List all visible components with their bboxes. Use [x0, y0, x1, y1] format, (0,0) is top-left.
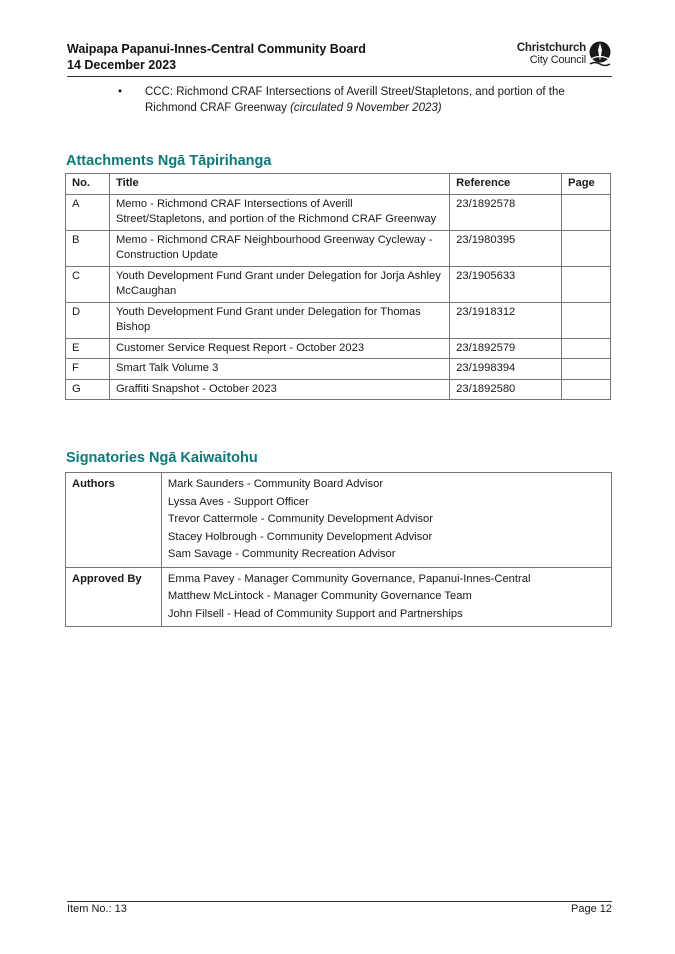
cell-page — [562, 359, 611, 380]
bullet-italic-note: (circulated 9 November 2023) — [290, 102, 442, 114]
approved-row — [66, 567, 612, 627]
table-row — [66, 379, 611, 400]
table-row — [66, 266, 611, 302]
cell-reference: 23/1892579 — [450, 338, 562, 359]
cell-page — [562, 230, 611, 266]
signatory-name: Stacey Holbrough - Community Development Advisor — [167, 530, 433, 543]
attachments-table — [65, 173, 611, 400]
bullet-dot-icon: • — [118, 86, 123, 98]
footer-page-number: Page 12 — [571, 903, 612, 915]
cell-title: Graffiti Snapshot - October 2023 — [109, 379, 449, 400]
authors-label: Authors — [66, 473, 162, 568]
cell-title: Youth Development Fund Grant under Delegation for Thomas Bishop — [109, 302, 449, 338]
board-title: Waipapa Papanui-Innes-Central Community Board — [67, 42, 366, 56]
col-header-page: Page — [562, 174, 611, 195]
footer-divider — [67, 901, 612, 902]
cathedral-icon — [588, 41, 612, 67]
cell-page — [562, 302, 611, 338]
cell-no: G — [66, 379, 110, 400]
cell-no: F — [66, 359, 110, 380]
council-logo — [502, 41, 612, 71]
footer-item-no: Item No.: 13 — [67, 903, 127, 915]
cell-reference: 23/1905633 — [450, 266, 562, 302]
cell-no: A — [66, 194, 110, 230]
header-divider — [67, 76, 612, 77]
signatory-name: Trevor Cattermole - Community Development Advisor — [167, 513, 433, 525]
signatories-heading: Signatories Ngā Kaiwaitohu — [66, 450, 258, 466]
page-header — [67, 41, 612, 77]
signatories-table — [65, 472, 612, 627]
signatory-name: Emma Pavey - Manager Community Governance, Papanui-Innes-Central — [167, 572, 531, 585]
cell-title: Smart Talk Volume 3 — [109, 359, 449, 380]
table-row — [66, 338, 611, 359]
col-header-title: Title — [109, 174, 449, 195]
cell-no: B — [66, 230, 110, 266]
cell-title: Customer Service Request Report - October 2023 — [109, 338, 449, 359]
meeting-date: 14 December 2023 — [67, 58, 177, 72]
cell-no: D — [66, 302, 110, 338]
table-row — [66, 302, 611, 338]
signatory-name: Lyssa Aves - Support Officer — [167, 495, 309, 508]
cell-reference: 23/1918312 — [450, 302, 562, 338]
table-row — [66, 230, 611, 266]
cell-reference: 23/1892578 — [450, 194, 562, 230]
signatory-name: Mark Saunders - Community Board Advisor — [167, 478, 384, 490]
cell-no: E — [66, 338, 110, 359]
authors-row — [66, 473, 612, 568]
col-header-reference: Reference — [450, 174, 562, 195]
cell-reference: 23/1892580 — [450, 379, 562, 400]
attachments-heading: Attachments Ngā Tāpirihanga — [66, 153, 272, 169]
cell-no: C — [66, 266, 110, 302]
col-header-no: No. — [66, 174, 110, 195]
logo-line2: City Council — [529, 54, 586, 66]
cell-page — [562, 379, 611, 400]
approved-label: Approved By — [66, 567, 162, 627]
signatory-name: John Filsell - Head of Community Support and Partnerships — [167, 607, 463, 620]
table-header-row — [66, 174, 611, 195]
signatory-name: Matthew McLintock - Manager Community Governance Team — [167, 590, 472, 602]
cell-reference: 23/1980395 — [450, 230, 562, 266]
cell-page — [562, 338, 611, 359]
cell-title: Youth Development Fund Grant under Delegation for Jorja Ashley McCaughan — [109, 266, 449, 302]
table-row — [66, 194, 611, 230]
cell-page — [562, 266, 611, 302]
bullet-text: CCC: Richmond CRAF Intersections of Averill Street/Stapletons, and portion of the Richmond CRAF Greenway — [145, 86, 565, 114]
cell-title: Memo - Richmond CRAF Neighbourhood Greenway Cycleway - Construction Update — [109, 230, 449, 266]
cell-page — [562, 194, 611, 230]
logo-line1: Christchurch — [516, 42, 586, 54]
signatory-name: Sam Savage - Community Recreation Advisor — [167, 548, 396, 560]
cell-title: Memo - Richmond CRAF Intersections of Averill Street/Stapletons, and portion of the Richmond CRAF Greenway — [109, 194, 449, 230]
cell-reference: 23/1998394 — [450, 359, 562, 380]
table-row — [66, 359, 611, 380]
authors-list — [161, 473, 611, 568]
approved-list — [161, 567, 611, 627]
